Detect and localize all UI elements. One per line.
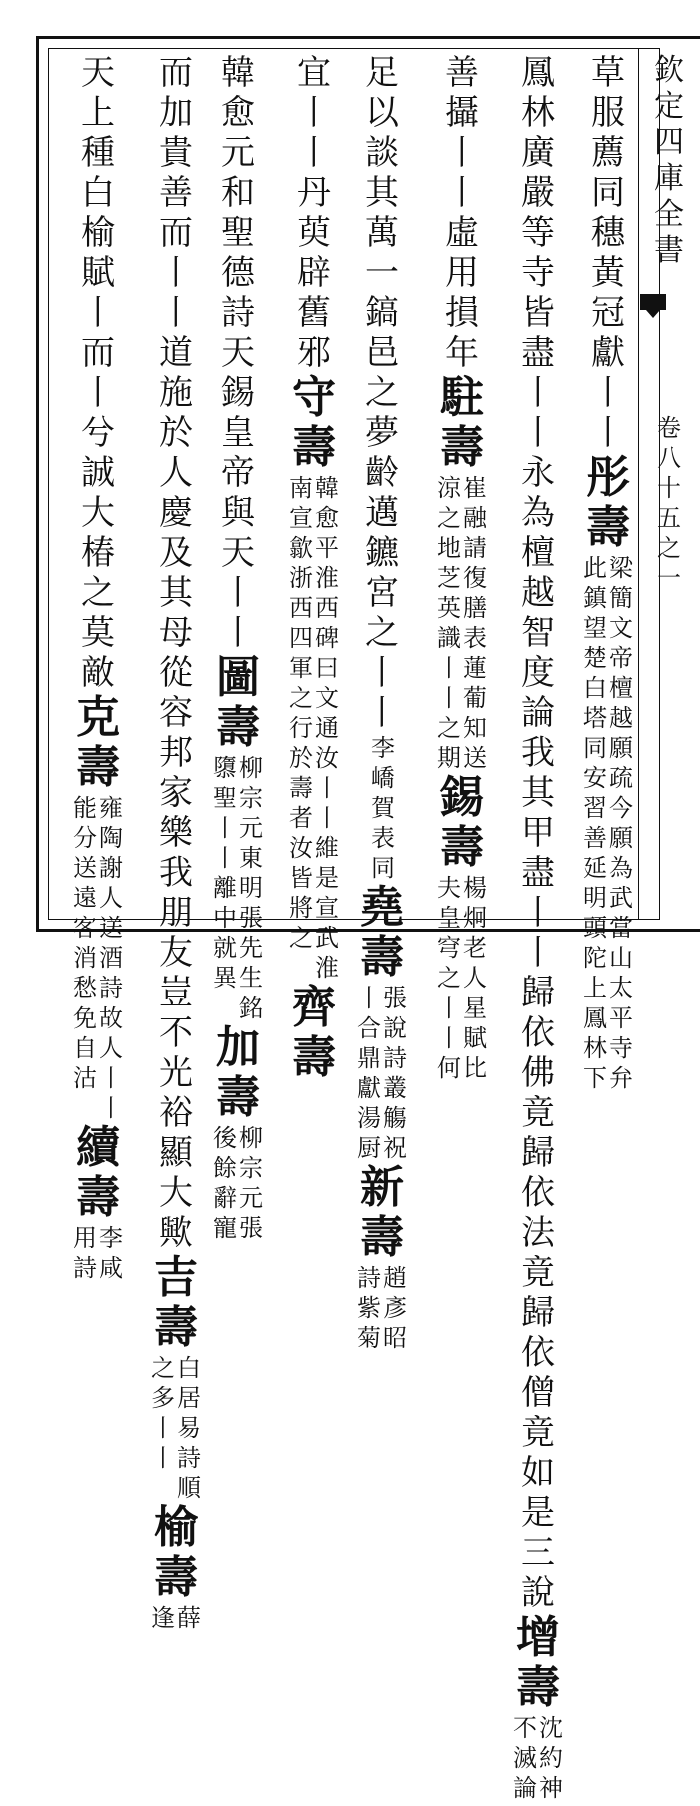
annotation-line: 此 鎮 望 楚 白 塔 同 安 習 善 延 明 頭 陀 上 鳳 林 下 bbox=[583, 554, 607, 1092]
entry-heading: 守 壽 bbox=[292, 372, 336, 473]
page-gutter bbox=[640, 53, 698, 916]
annotation-line: 不 滅 論 bbox=[513, 1714, 537, 1802]
entry-heading: 齊 壽 bbox=[292, 982, 336, 1083]
annotation-line: 用 詩 bbox=[73, 1224, 97, 1282]
annotation-line: 詩 紫 菊 bbox=[357, 1264, 381, 1352]
annotation-line: 夫 皇 穹 之 丨 丨 何 bbox=[437, 874, 461, 1082]
main-text: 錫 皇 帝 與 天 丨 丨 bbox=[221, 373, 255, 653]
main-text: 而 加 貴 善 而 丨 丨 道 施 於 人 慶 及 其 母 bbox=[159, 53, 193, 653]
entry-heading: 吉 壽 bbox=[154, 1252, 198, 1353]
main-text: 從 容 邦 家 樂 我 朋 友 豈 不 光 裕 顯 大 歟 bbox=[159, 653, 193, 1253]
volume-label: 卷 八 十 五 之 一 bbox=[657, 414, 681, 592]
annotation-line: 趙 彥 昭 bbox=[383, 1264, 407, 1352]
annotation-line: 逢 bbox=[151, 1604, 175, 1632]
annotation-line: 隳 聖 丨 丨 離 中 就 異 bbox=[213, 754, 237, 992]
entry-heading: 克 壽 bbox=[76, 692, 120, 793]
main-text: 丨 兮 誠 大 椿 之 莫 敵 bbox=[81, 373, 115, 693]
annotation-double-line bbox=[583, 556, 633, 1096]
text-column bbox=[150, 53, 202, 1632]
annotation-line: 薛 bbox=[177, 1604, 201, 1632]
annotation-double-line bbox=[513, 1716, 563, 1806]
annotation-double-line bbox=[213, 756, 263, 1026]
entry-heading: 駐 壽 bbox=[440, 372, 484, 473]
entry-heading: 增 壽 bbox=[516, 1612, 560, 1713]
annotation-line: 柳 宗 元 張 bbox=[239, 1124, 263, 1242]
annotation-double-line bbox=[437, 876, 487, 1086]
book-title: 欽 定 四 庫 全 書 bbox=[654, 53, 684, 268]
annotation-line: 楊 炯 老 人 星 賦 比 bbox=[463, 874, 487, 1082]
annotation-double-line bbox=[437, 476, 487, 776]
main-text: 黃 冠 獻 丨 丨 bbox=[591, 253, 625, 453]
annotation-line: 南 宣 歙 浙 西 四 軍 之 行 於 壽 者 汝 皆 將 之 bbox=[289, 474, 313, 952]
main-text: 韓 愈 元 和 聖 德 詩 天 bbox=[221, 53, 255, 373]
annotation-line: 涼 之 地 芝 英 識 丨 丨 之 期 bbox=[437, 474, 461, 772]
text-column bbox=[356, 53, 408, 1352]
annotation-double-line bbox=[73, 1226, 123, 1286]
text-column bbox=[212, 53, 264, 1242]
annotation-line: 後 餘 辭 寵 bbox=[213, 1124, 237, 1242]
annotation-line: 梁 簡 文 帝 檀 越 願 疏 今 願 為 武 當 山 太 平 寺 弁 bbox=[609, 554, 633, 1092]
main-text: 草 服 薦 同 穗 bbox=[591, 53, 625, 253]
text-column bbox=[436, 53, 488, 1082]
annotation-line: 張 說 詩 叢 觴 祝 bbox=[383, 984, 407, 1162]
annotation-line: 白 居 易 詩 順 bbox=[177, 1354, 201, 1502]
main-text: 鳳 林 廣 嚴 等 寺 皆 盡 丨 丨 永 為 檀 越 智 度 論 我 其 甲 bbox=[521, 53, 555, 853]
main-text: 天 上 種 白 榆 賦 丨 而 bbox=[81, 53, 115, 373]
text-column bbox=[582, 53, 634, 1092]
annotation-line: 之 多 丨 丨 bbox=[151, 1354, 175, 1472]
entry-heading: 堯 壽 bbox=[360, 882, 404, 983]
entry-heading: 彤 壽 bbox=[586, 452, 630, 553]
annotation-double-line bbox=[357, 986, 407, 1166]
annotation-line: 韓 愈 平 淮 西 碑 曰 文 通 汝 丨 丨 維 是 宣 武 淮 bbox=[315, 474, 339, 982]
main-text: 萸 辟 舊 邪 bbox=[297, 213, 331, 373]
main-text: 盡 丨 丨 歸 依 佛 竟 歸 依 法 竟 歸 依 僧 竟 如 是 三 說 bbox=[521, 853, 555, 1613]
entry-heading: 錫 壽 bbox=[440, 772, 484, 873]
text-column bbox=[288, 53, 340, 1083]
main-text: 鎬 邑 之 夢 齡 邁 鑣 宮 之 丨 丨 bbox=[365, 293, 399, 733]
entry-heading: 圖 壽 bbox=[216, 652, 260, 753]
annotation-line: 柳 宗 元 東 明 張 先 生 銘 bbox=[239, 754, 263, 1022]
annotation-double-line bbox=[289, 476, 339, 986]
entry-heading: 新 壽 bbox=[360, 1162, 404, 1263]
inner-border bbox=[48, 48, 660, 920]
annotation-line: 崔 融 請 復 膳 表 蓮 葡 知 送 bbox=[463, 474, 487, 772]
annotation-line: 沈 約 神 bbox=[539, 1714, 563, 1802]
gutter-divider bbox=[638, 48, 639, 920]
text-column bbox=[512, 53, 564, 1802]
entry-heading: 續 壽 bbox=[76, 1122, 120, 1223]
main-text: 足 以 談 其 萬 一 bbox=[365, 53, 399, 293]
text-column bbox=[72, 53, 124, 1282]
annotation-double-line bbox=[73, 796, 123, 1126]
annotation-double-line bbox=[357, 1266, 407, 1356]
annotation-line: 能 分 送 遠 客 消 愁 免 自 沽 bbox=[73, 794, 97, 1092]
main-text: 虛 用 損 年 bbox=[445, 213, 479, 373]
entry-heading: 榆 壽 bbox=[154, 1502, 198, 1603]
annotation-double-line bbox=[151, 1356, 201, 1506]
annotation-line: 李 嶠 賀 表 同 bbox=[371, 734, 395, 882]
annotation-line: 李 咸 bbox=[99, 1224, 123, 1282]
entry-heading: 加 壽 bbox=[216, 1022, 260, 1123]
main-text: 宜 丨 丨 丹 bbox=[297, 53, 331, 213]
annotation-double-line bbox=[151, 1606, 201, 1636]
main-text: 善 攝 丨 丨 bbox=[445, 53, 479, 213]
annotation-line: 雍 陶 謝 人 送 酒 詩 故 人 丨 丨 bbox=[99, 794, 123, 1122]
annotation-double-line bbox=[369, 736, 395, 886]
annotation-line: 丨 合 鼎 獻 湯 厨 bbox=[357, 984, 381, 1162]
annotation-double-line bbox=[213, 1126, 263, 1246]
